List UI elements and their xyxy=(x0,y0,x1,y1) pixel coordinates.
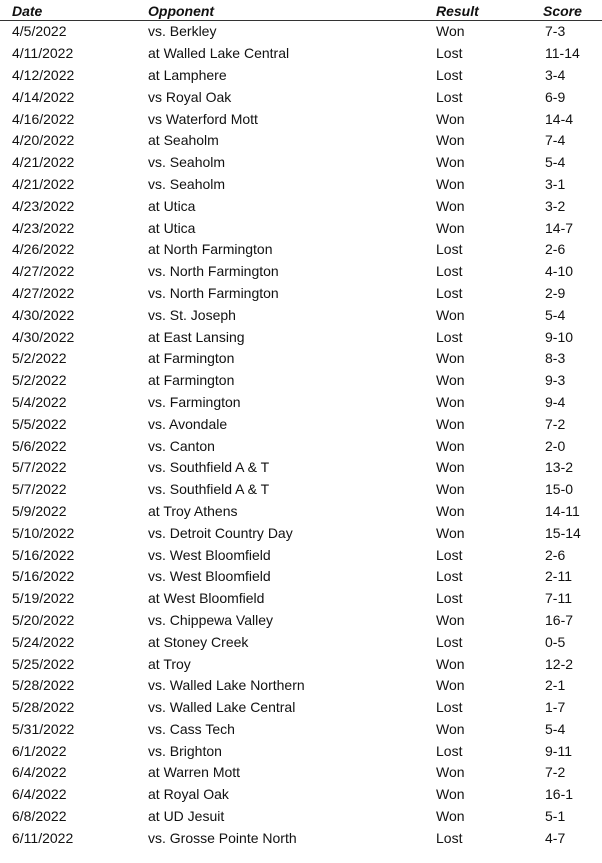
cell-result: Won xyxy=(436,655,465,672)
cell-opponent: vs. North Farmington xyxy=(148,263,279,280)
cell-date: 4/23/2022 xyxy=(12,219,75,236)
cell-result: Lost xyxy=(436,829,463,846)
table-row xyxy=(0,304,602,326)
cell-opponent: vs. West Bloomfield xyxy=(148,568,271,585)
cell-score: 7-2 xyxy=(545,415,566,432)
cell-score: 16-7 xyxy=(545,611,574,628)
cell-score: 4-10 xyxy=(545,263,574,280)
cell-score: 4-7 xyxy=(545,829,566,846)
cell-date: 4/12/2022 xyxy=(12,66,75,83)
cell-result: Won xyxy=(436,132,465,149)
cell-opponent: at UD Jesuit xyxy=(148,808,225,825)
cell-result: Won xyxy=(436,524,465,541)
table-row xyxy=(0,108,602,130)
cell-opponent: at Stoney Creek xyxy=(148,633,249,650)
cell-score: 2-0 xyxy=(545,437,566,454)
table-body xyxy=(0,21,602,850)
cell-date: 5/5/2022 xyxy=(12,415,67,432)
cell-opponent: at Warren Mott xyxy=(148,764,241,781)
cell-score: 5-4 xyxy=(545,306,566,323)
cell-opponent: at Farmington xyxy=(148,372,235,389)
table-row xyxy=(0,631,602,653)
cell-date: 4/27/2022 xyxy=(12,284,75,301)
cell-score: 9-10 xyxy=(545,328,574,345)
cell-date: 5/31/2022 xyxy=(12,720,75,737)
cell-opponent: at Troy xyxy=(148,655,191,672)
cell-date: 5/7/2022 xyxy=(12,481,67,498)
column-header-result: Result xyxy=(436,0,543,21)
cell-score: 14-11 xyxy=(545,502,580,519)
table-row xyxy=(0,261,602,283)
table-row xyxy=(0,174,602,196)
cell-result: Lost xyxy=(436,742,463,759)
cell-score: 1-7 xyxy=(545,699,566,716)
cell-date: 4/26/2022 xyxy=(12,241,75,258)
cell-result: Won xyxy=(436,110,465,127)
table-row xyxy=(0,413,602,435)
cell-result: Lost xyxy=(436,241,463,258)
header-row xyxy=(0,0,602,21)
cell-score: 6-9 xyxy=(545,88,566,105)
cell-date: 4/14/2022 xyxy=(12,88,75,105)
cell-score: 7-4 xyxy=(545,132,566,149)
table-row xyxy=(0,370,602,392)
table-row xyxy=(0,392,602,414)
cell-date: 4/16/2022 xyxy=(12,110,75,127)
cell-opponent: at Utica xyxy=(148,197,196,214)
table-row xyxy=(0,65,602,87)
cell-opponent: vs. Walled Lake Central xyxy=(148,699,296,716)
cell-score: 8-3 xyxy=(545,350,566,367)
cell-result: Won xyxy=(436,611,465,628)
cell-score: 14-4 xyxy=(545,110,574,127)
cell-score: 15-0 xyxy=(545,481,574,498)
cell-opponent: at Farmington xyxy=(148,350,235,367)
cell-opponent: at East Lansing xyxy=(148,328,245,345)
cell-date: 4/30/2022 xyxy=(12,328,75,345)
table-row xyxy=(0,479,602,501)
cell-result: Won xyxy=(436,306,465,323)
cell-date: 4/23/2022 xyxy=(12,197,75,214)
cell-date: 4/21/2022 xyxy=(12,154,75,171)
table-row xyxy=(0,697,602,719)
cell-result: Won xyxy=(436,459,465,476)
cell-opponent: vs Royal Oak xyxy=(148,88,232,105)
table-row xyxy=(0,588,602,610)
cell-score: 15-14 xyxy=(545,524,581,541)
cell-date: 6/1/2022 xyxy=(12,742,67,759)
cell-result: Won xyxy=(436,481,465,498)
cell-score: 5-1 xyxy=(545,808,566,825)
table-row xyxy=(0,522,602,544)
cell-score: 2-1 xyxy=(545,677,566,694)
table-row xyxy=(0,435,602,457)
cell-score: 3-1 xyxy=(545,175,566,192)
cell-opponent: at North Farmington xyxy=(148,241,273,258)
cell-result: Lost xyxy=(436,263,463,280)
cell-opponent: vs. Avondale xyxy=(148,415,228,432)
table-row xyxy=(0,348,602,370)
cell-opponent: at Lamphere xyxy=(148,66,227,83)
cell-date: 4/30/2022 xyxy=(12,306,75,323)
table-row xyxy=(0,86,602,108)
cell-result: Lost xyxy=(436,633,463,650)
table-row xyxy=(0,740,602,762)
cell-opponent: vs. West Bloomfield xyxy=(148,546,271,563)
cell-date: 5/2/2022 xyxy=(12,372,67,389)
cell-score: 0-5 xyxy=(545,633,566,650)
cell-date: 4/27/2022 xyxy=(12,263,75,280)
cell-score: 16-1 xyxy=(545,786,574,803)
table-row xyxy=(0,827,602,849)
table-header xyxy=(0,0,602,21)
cell-date: 6/11/2022 xyxy=(12,829,74,846)
cell-date: 5/28/2022 xyxy=(12,699,75,716)
cell-opponent: vs. Farmington xyxy=(148,393,241,410)
cell-score: 7-2 xyxy=(545,764,566,781)
cell-date: 6/4/2022 xyxy=(12,764,67,781)
cell-result: Lost xyxy=(436,328,463,345)
cell-opponent: vs. Canton xyxy=(148,437,215,454)
cell-score: 2-6 xyxy=(545,546,566,563)
cell-opponent: vs. St. Joseph xyxy=(148,306,236,323)
cell-date: 4/21/2022 xyxy=(12,175,75,192)
cell-score: 5-4 xyxy=(545,154,566,171)
cell-result: Lost xyxy=(436,284,463,301)
cell-result: Won xyxy=(436,415,465,432)
cell-opponent: at Utica xyxy=(148,219,196,236)
cell-opponent: vs. Seaholm xyxy=(148,154,226,171)
cell-result: Won xyxy=(436,175,465,192)
cell-opponent: vs. Brighton xyxy=(148,742,222,759)
table-row xyxy=(0,544,602,566)
cell-opponent: at Walled Lake Central xyxy=(148,45,290,62)
cell-score: 14-7 xyxy=(545,219,574,236)
cell-date: 5/16/2022 xyxy=(12,568,75,585)
cell-date: 5/4/2022 xyxy=(12,393,67,410)
table-row xyxy=(0,130,602,152)
table-row xyxy=(0,653,602,675)
table-row xyxy=(0,326,602,348)
cell-result: Won xyxy=(436,786,465,803)
cell-opponent: at Seaholm xyxy=(148,132,219,149)
cell-score: 5-4 xyxy=(545,720,566,737)
cell-opponent: vs. Chippewa Valley xyxy=(148,611,274,628)
cell-result: Won xyxy=(436,197,465,214)
cell-score: 13-2 xyxy=(545,459,574,476)
cell-score: 11-14 xyxy=(545,45,580,62)
table-row xyxy=(0,21,602,43)
cell-score: 9-11 xyxy=(545,742,572,759)
cell-result: Won xyxy=(436,219,465,236)
table-row xyxy=(0,457,602,479)
cell-date: 5/16/2022 xyxy=(12,546,75,563)
cell-date: 5/6/2022 xyxy=(12,437,67,454)
table-row xyxy=(0,152,602,174)
cell-result: Won xyxy=(436,502,465,519)
cell-date: 5/25/2022 xyxy=(12,655,75,672)
table-row xyxy=(0,239,602,261)
cell-result: Won xyxy=(436,393,465,410)
cell-opponent: vs. North Farmington xyxy=(148,284,279,301)
table-row xyxy=(0,283,602,305)
cell-date: 5/19/2022 xyxy=(12,590,75,607)
cell-result: Won xyxy=(436,764,465,781)
cell-opponent: vs Waterford Mott xyxy=(148,110,258,127)
cell-result: Lost xyxy=(436,66,463,83)
cell-result: Lost xyxy=(436,568,463,585)
table-row xyxy=(0,806,602,828)
cell-opponent: vs. Walled Lake Northern xyxy=(148,677,305,694)
table-row xyxy=(0,566,602,588)
cell-date: 6/8/2022 xyxy=(12,808,67,825)
table-row xyxy=(0,217,602,239)
cell-date: 5/20/2022 xyxy=(12,611,75,628)
cell-result: Won xyxy=(436,350,465,367)
cell-result: Won xyxy=(436,437,465,454)
cell-result: Lost xyxy=(436,699,463,716)
cell-date: 5/28/2022 xyxy=(12,677,75,694)
cell-date: 5/9/2022 xyxy=(12,502,67,519)
column-header-date: Date xyxy=(0,0,148,21)
table-row xyxy=(0,762,602,784)
cell-date: 5/24/2022 xyxy=(12,633,75,650)
cell-score: 9-3 xyxy=(545,372,566,389)
table-row xyxy=(0,784,602,806)
cell-opponent: vs. Seaholm xyxy=(148,175,226,192)
cell-result: Lost xyxy=(436,45,463,62)
table-row xyxy=(0,610,602,632)
table-row xyxy=(0,719,602,741)
cell-date: 5/2/2022 xyxy=(12,350,67,367)
cell-score: 7-11 xyxy=(545,590,572,607)
cell-date: 4/5/2022 xyxy=(12,23,67,40)
table-row xyxy=(0,501,602,523)
cell-result: Won xyxy=(436,720,465,737)
cell-opponent: vs. Southfield A & T xyxy=(148,459,270,476)
cell-score: 2-9 xyxy=(545,284,566,301)
cell-opponent: vs. Grosse Pointe North xyxy=(148,829,297,846)
cell-score: 12-2 xyxy=(545,655,574,672)
cell-opponent: at Troy Athens xyxy=(148,502,238,519)
cell-result: Won xyxy=(436,677,465,694)
cell-result: Lost xyxy=(436,590,463,607)
cell-score: 2-11 xyxy=(545,568,572,585)
cell-opponent: vs. Detroit Country Day xyxy=(148,524,293,541)
cell-score: 7-3 xyxy=(545,23,566,40)
table-row xyxy=(0,195,602,217)
cell-date: 5/7/2022 xyxy=(12,459,67,476)
table-row xyxy=(0,675,602,697)
cell-result: Won xyxy=(436,808,465,825)
cell-score: 3-2 xyxy=(545,197,566,214)
cell-opponent: vs. Cass Tech xyxy=(148,720,235,737)
cell-result: Won xyxy=(436,154,465,171)
column-header-opponent: Opponent xyxy=(148,0,436,21)
cell-opponent: vs. Southfield A & T xyxy=(148,481,270,498)
cell-score: 3-4 xyxy=(545,66,566,83)
cell-score: 2-6 xyxy=(545,241,566,258)
cell-date: 4/20/2022 xyxy=(12,132,75,149)
cell-result: Lost xyxy=(436,88,463,105)
cell-date: 6/4/2022 xyxy=(12,786,67,803)
cell-result: Won xyxy=(436,372,465,389)
cell-date: 4/11/2022 xyxy=(12,45,74,62)
cell-result: Lost xyxy=(436,546,463,563)
cell-opponent: at West Bloomfield xyxy=(148,590,265,607)
table-row xyxy=(0,43,602,65)
cell-date: 5/10/2022 xyxy=(12,524,75,541)
cell-opponent: at Royal Oak xyxy=(148,786,229,803)
cell-score: 9-4 xyxy=(545,393,566,410)
cell-opponent: vs. Berkley xyxy=(148,23,217,40)
column-header-score: Score xyxy=(543,0,602,21)
cell-result: Won xyxy=(436,23,465,40)
